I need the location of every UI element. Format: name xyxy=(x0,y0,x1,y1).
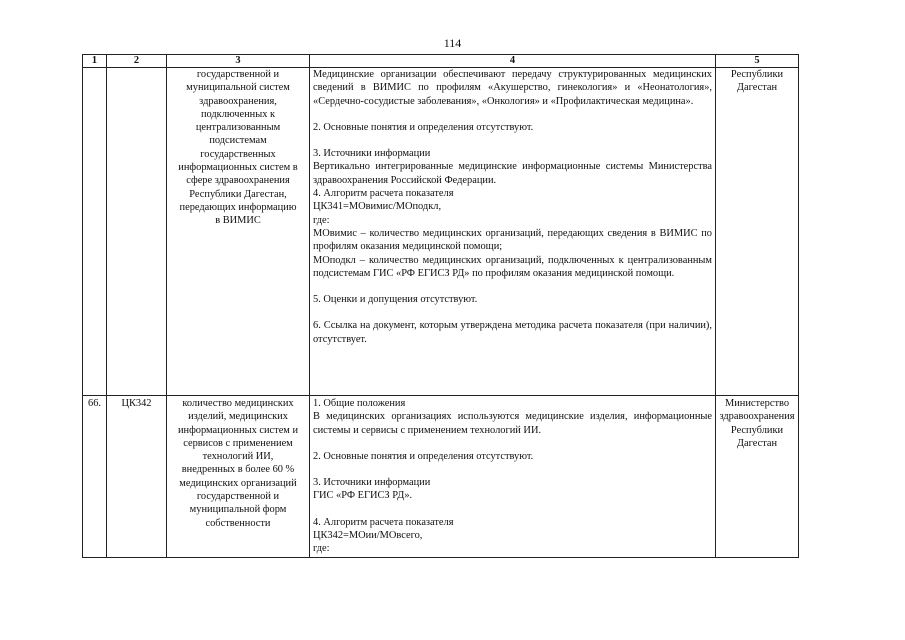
text-line: сфере здравоохранения xyxy=(186,175,290,187)
text-line: Республики xyxy=(730,69,784,80)
text-line: Республики xyxy=(730,424,784,436)
indicator-table xyxy=(82,54,799,558)
header-cell: 3 xyxy=(167,55,310,68)
paragraph: В медицинских организациях используются медицинские изделия, информационные системы и сервисы с применением технологий ИИ. xyxy=(313,411,712,436)
indicator-name-cell xyxy=(167,68,310,396)
paragraph: ГИС «РФ ЕГИСЗ РД». xyxy=(313,490,413,502)
text-line: Дагестан xyxy=(736,82,778,94)
text-line: Дагестан xyxy=(736,437,778,449)
text-line: централизованным xyxy=(195,122,281,134)
text-line: внедренных в более 60 % xyxy=(181,464,295,476)
page-number: 114 xyxy=(443,36,462,50)
text-line: информационных систем в xyxy=(178,162,298,174)
paragraph: Вертикально интегрированные медицинские информационные системы Министерства здравоохранения Российской Федерации. xyxy=(313,161,712,186)
header-cell: 5 xyxy=(716,55,799,68)
paragraph: МОподкл – количество медицинских организаций, подключенных к централизованным подсистемам ГИС «РФ ЕГИСЗ РД» по профилям оказания медицинской помощи. xyxy=(313,254,712,279)
section-heading: 3. Источники информации xyxy=(313,477,431,489)
text-line: Министерство xyxy=(724,398,790,409)
paragraph: 6. Ссылка на документ, которым утверждена методика расчета показателя (при наличии), отсутствует. xyxy=(313,320,712,345)
paragraph: где: xyxy=(313,543,330,555)
paragraph: 2. Основные понятия и определения отсутствуют. xyxy=(313,121,534,133)
paragraph: 5. Оценки и допущения отсутствуют. xyxy=(313,294,478,306)
responsible-cell xyxy=(716,68,799,396)
text-line: здравоохранения xyxy=(719,411,795,423)
indicator-code-cell xyxy=(107,68,167,396)
row-number-cell: 66. xyxy=(83,396,107,558)
text-line: подключенных к xyxy=(200,108,276,120)
text-line: сервисов с применением xyxy=(183,437,293,449)
header-cell: 1 xyxy=(83,55,107,68)
paragraph: где: xyxy=(313,214,330,226)
formula: ЦК342=МОии/МОвсего, xyxy=(313,530,423,542)
table-row xyxy=(83,68,799,396)
header-cell: 4 xyxy=(310,55,716,68)
indicator-code-cell: ЦК342 xyxy=(107,396,167,558)
section-heading: 1. Общие положения xyxy=(313,398,406,409)
paragraph: МОвимис – количество медицинских организаций, передающих сведения в ВИМИС по профилям оказания медицинской помощи; xyxy=(313,227,712,253)
text-line: собственности xyxy=(205,517,271,529)
paragraph: 2. Основные понятия и определения отсутствуют. xyxy=(313,450,534,462)
text-line: государственной и xyxy=(196,69,280,80)
text-line: передающих информацию xyxy=(179,201,297,213)
text-line: Республики Дагестан, xyxy=(189,188,287,200)
indicator-name-cell xyxy=(167,396,310,558)
text-line: муниципальной систем xyxy=(186,82,290,94)
text-line: подсистемам xyxy=(209,135,267,147)
text-line: информационных систем и xyxy=(177,424,299,436)
header-cell: 2 xyxy=(107,55,167,68)
text-line: государственных xyxy=(200,148,276,160)
text-line: изделий, медицинских xyxy=(188,411,288,423)
methodology-cell xyxy=(310,68,716,396)
section-heading: 4. Алгоритм расчета показателя xyxy=(313,188,454,200)
table-header-row xyxy=(83,55,799,68)
text-line: технологий ИИ, xyxy=(202,451,274,463)
table-row xyxy=(83,396,799,558)
responsible-cell xyxy=(716,396,799,558)
methodology-cell xyxy=(310,396,716,558)
section-heading: 4. Алгоритм расчета показателя xyxy=(313,516,454,528)
text-line: в ВИМИС xyxy=(215,215,261,227)
text-line: муниципальной форм xyxy=(189,504,287,516)
text-line: здравоохранения, xyxy=(199,95,277,107)
section-heading: 3. Источники информации xyxy=(313,148,431,160)
formula: ЦК341=МОвимис/МОподкл, xyxy=(313,201,442,213)
paragraph: Медицинские организации обеспечивают передачу структурированных медицинских сведений в ВИМИС по профилям «Акушерство, гинекология» и «Неонатология», «Сердечно-сосудистые заболевания», «Онкология» и «Профилактическая медицина». xyxy=(313,69,712,107)
text-line: медицинских организаций xyxy=(179,477,297,489)
text-line: количество медицинских xyxy=(182,398,294,409)
text-line: государственной и xyxy=(196,491,280,503)
row-number-cell xyxy=(83,68,107,396)
